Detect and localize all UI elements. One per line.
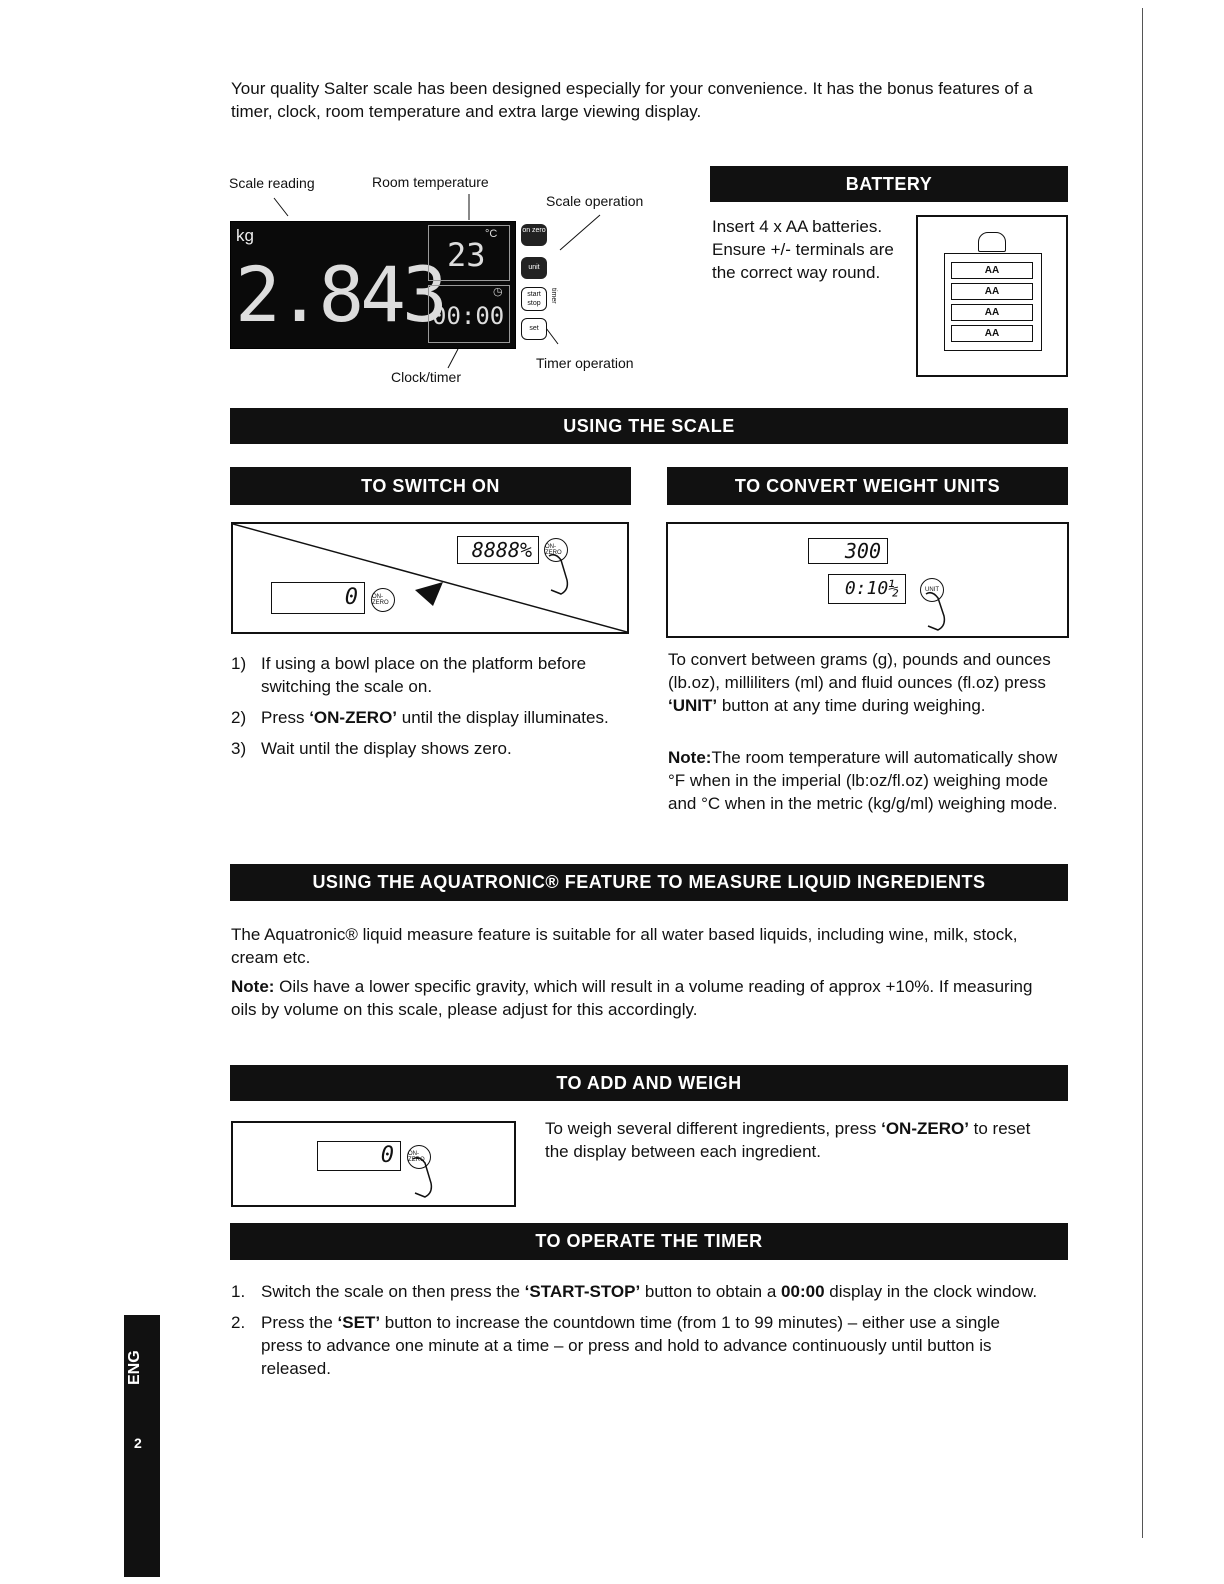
lcd-zero: 0 [317,1141,401,1171]
battery-cell: AA [951,304,1033,321]
temperature-window [428,225,510,281]
temperature-unit: °C [485,228,498,240]
battery-illustration [916,215,1068,377]
step-item: 1. Switch the scale on then press the ‘START-STOP’ button to obtain a 00:00 display in the clock window. [231,1282,1038,1301]
unit-indicator: kg [236,226,254,245]
intro-text: Your quality Salter scale has been designed especially for your convenience. It has the bonus features of a timer, clock, room temperature and extra large viewing display. [231,79,1033,121]
switch-on-illustration [231,522,629,634]
convert-units-note: Note:The room temperature will automatically show °F when in the imperial (lb:oz/fl.oz) weighing mode and °C when in the metric (kg/g/ml) weighing mode. [668,748,1058,813]
lcd-ounces: 0:10½ [828,574,906,604]
lcd-all-segments: 8888% [457,536,539,564]
step-item: 2. Press the ‘SET’ button to increase the countdown time (from 1 to 99 minutes) – either use a single press to advance one minute at a time – or press and hold to advance continuously until button is released. [231,1313,1000,1378]
temperature-reading: 23 [447,236,486,274]
on-zero-button-illustration: ON-ZERO [407,1145,431,1169]
label-scale-operation: Scale operation [546,193,644,209]
pressing-finger-icon [922,590,962,634]
lcd-grams: 300 [808,538,888,564]
label-scale-reading: Scale reading [229,175,315,191]
label-room-temperature: Room temperature [372,174,489,190]
battery-cell: AA [951,262,1033,279]
unit-button-illustration: UNIT [920,578,944,602]
margin-rule [1142,8,1143,1538]
timer-side-label: timer [550,288,557,304]
language-side-tab [124,1315,160,1577]
weight-reading: 2.843 [235,250,444,339]
set-button[interactable]: set [521,318,547,340]
add-weigh-heading: TO ADD AND WEIGH [230,1065,1068,1101]
battery-cell: AA [951,283,1033,300]
label-clock-timer: Clock/timer [391,369,462,385]
battery-heading: BATTERY [710,166,1068,202]
timer-heading: TO OPERATE THE TIMER [230,1223,1068,1260]
convert-units-heading: TO CONVERT WEIGHT UNITS [667,467,1068,505]
aquatronic-heading: USING THE AQUATRONIC® FEATURE TO MEASURE LIQUID INGREDIENTS [230,864,1068,901]
on-zero-button[interactable]: on zero [521,224,547,246]
aquatronic-text: The Aquatronic® liquid measure feature is suitable for all water based liquids, including wine, milk, stock, cream etc. [231,925,1018,967]
label-timer-operation: Timer operation [536,355,634,371]
step-item: 3) Wait until the display shows zero. [231,739,512,758]
on-zero-button-illustration: ON-ZERO [544,538,568,562]
on-zero-button-illustration: ON-ZERO [371,588,395,612]
switch-on-heading: TO SWITCH ON [230,467,631,505]
step-item: 1) If using a bowl place on the platform before switching the scale on. [231,654,587,696]
language-label: ENG [126,1350,143,1386]
lcd-zero: 0 [271,582,365,614]
page-number: 2 [134,1435,142,1451]
unit-button[interactable]: unit [521,257,547,279]
start-stop-button[interactable]: start stop [521,287,547,311]
battery-clip-icon [978,232,1006,252]
pressing-finger-icon [409,1155,449,1203]
battery-compartment [944,253,1042,351]
pressing-finger-icon [545,550,585,600]
timer-steps [231,1280,1041,1388]
scale-display-panel [230,221,516,349]
clock-window [428,285,510,343]
step-item: 2) Press ‘ON-ZERO’ until the display illuminates. [231,708,609,727]
battery-cell: AA [951,325,1033,342]
clock-reading: 00:00 [432,302,505,330]
aquatronic-note: Note: Oils have a lower specific gravity, which will result in a volume reading of approx +10%. If measuring oils by volume on this scale, please adjust for this accordingly. [231,977,1033,1019]
switch-on-steps [231,652,626,768]
using-scale-heading: USING THE SCALE [230,408,1068,444]
add-weigh-illustration [231,1121,516,1207]
add-weigh-text: To weigh several different ingredients, press ‘ON-ZERO’ to reset the display between each ingredient. [545,1119,1031,1161]
convert-units-text: To convert between grams (g), pounds and ounces (lb.oz), milliliters (ml) and fluid ounces (fl.oz) press ‘UNIT’ button at any time during weighing. [668,650,1051,715]
convert-units-illustration [666,522,1069,638]
battery-text: Insert 4 x AA batteries. Ensure +/- terminals are the correct way round. [712,217,894,282]
clock-icon: ◷ [493,286,503,298]
